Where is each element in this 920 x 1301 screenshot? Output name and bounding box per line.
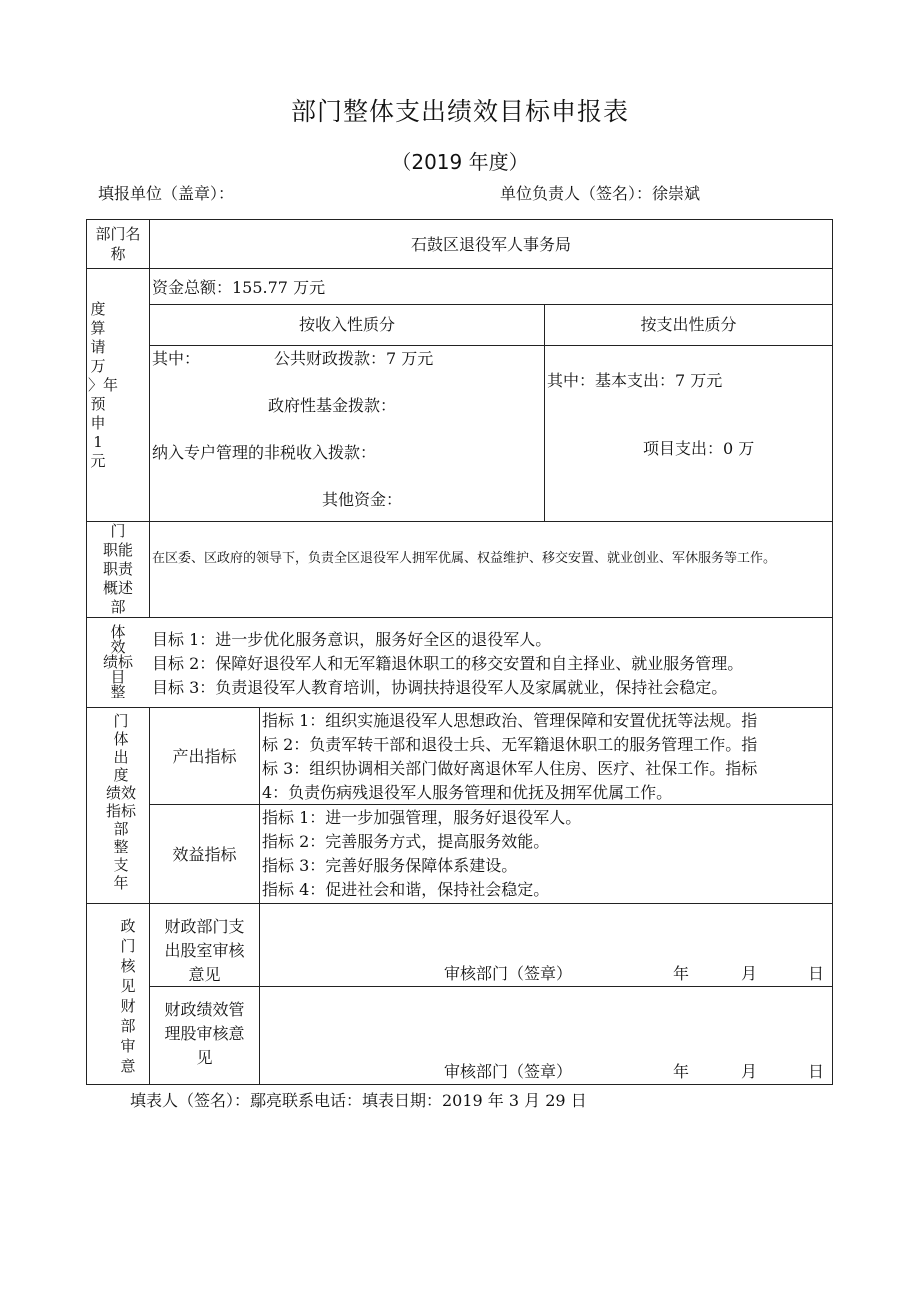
dept-name-value: 石鼓区退役军人事务局 <box>410 235 571 254</box>
performance-branch-review-label: 财政绩效管 理股审核意 见 <box>164 1000 245 1067</box>
budget-total: 资金总额：155.77 万元 <box>152 278 326 297</box>
basic-expense: 其中：基本支出：7 万元 <box>547 371 723 390</box>
review-day: 日 <box>808 964 825 983</box>
annual-indicator-label: 门 体 出 度 绩效 指标 部 整 支 年 <box>105 712 136 892</box>
review-month: 月 <box>741 964 758 983</box>
page-title: 部门整体支出绩效目标申报表 <box>290 97 629 126</box>
output-indicator-line: 标 2：负责军转干部和退役士兵、无军籍退休职工的服务管理工作。指 <box>262 735 758 754</box>
benefit-indicator-line: 指标 2：完善服务方式，提高服务效能。 <box>262 832 550 851</box>
benefit-indicator-line: 指标 1：进一步加强管理，服务好退役军人。 <box>262 808 582 827</box>
duty-label: 门 职能 职责 概述 部 <box>102 522 133 616</box>
benefit-indicator-line: 指标 3：完善好服务保障体系建设。 <box>262 856 518 875</box>
review-year: 年 <box>673 964 690 983</box>
review-year: 年 <box>673 1062 690 1081</box>
review-label: 政 门 核 见 财 部 审 意 <box>120 917 136 1075</box>
expense-header: 按支出性质分 <box>640 315 737 334</box>
gov-fund-allocation: 政府性基金拨款： <box>268 396 397 415</box>
review-dept-seal: 审核部门（签章） <box>444 964 573 983</box>
income-header: 按收入性质分 <box>298 315 395 334</box>
overall-goal-2: 目标 2：保障好退役军人和无军籍退休职工的移交安置和自主择业、就业服务管理。 <box>152 654 744 673</box>
non-tax-allocation: 纳入专户管理的非税收入拨款： <box>152 443 377 462</box>
benefit-indicator-line: 指标 4：促进社会和谐，保持社会稳定。 <box>262 880 550 899</box>
review-month: 月 <box>741 1062 758 1081</box>
output-indicator-line: 指标 1：组织实施退役军人思想政治、管理保障和安置优抚等法规。指 <box>262 711 758 730</box>
overall-goal-1: 目标 1：进一步优化服务意识，服务好全区的退役军人。 <box>152 630 552 649</box>
public-finance-allocation: 公共财政拨款：7 万元 <box>274 349 434 368</box>
finance-branch-review-label: 财政部门支 出股室审核 意见 <box>164 917 245 984</box>
overall-goal-3: 目标 3：负责退役军人教育培训，协调扶持退役军人及家属就业，保持社会稳定。 <box>152 678 728 697</box>
dept-name-label: 部门名 称 <box>95 225 141 263</box>
overall-goal-label: 体 效 绩标 目 整 <box>102 623 133 701</box>
duty-text: 在区委、区政府的领导下，负责全区退役军人拥军优属、权益维护、移交安置、就业创业、军休服务等工作。 <box>152 551 777 566</box>
project-expense: 项目支出：0 万 <box>643 439 755 458</box>
benefit-indicator-label: 效益指标 <box>172 845 237 864</box>
unit-head: 单位负责人（签名）：徐崇斌 <box>500 184 701 203</box>
form-footer: 填表人（签名）：鄢亮联系电话：填表日期：2019 年 3 月 29 日 <box>130 1091 587 1110</box>
other-funds: 其他资金： <box>322 490 403 509</box>
reporting-unit: 填报单位（盖章）： <box>98 184 235 203</box>
output-indicator-label: 产出指标 <box>172 747 237 766</box>
income-prefix: 其中： <box>152 349 201 368</box>
output-indicator-line: 4：负责伤病残退役军人服务管理和优抚及拥军优属工作。 <box>262 783 673 802</box>
review-day: 日 <box>808 1062 825 1081</box>
fiscal-year: （2019 年度） <box>391 150 529 174</box>
review-dept-seal: 审核部门（签章） <box>444 1062 573 1081</box>
budget-label: 度 算 请 万 〉年 预 申 1 元 <box>88 300 119 470</box>
output-indicator-line: 标 3：组织协调相关部门做好离退休军人住房、医疗、社保工作。指标 <box>262 759 758 778</box>
